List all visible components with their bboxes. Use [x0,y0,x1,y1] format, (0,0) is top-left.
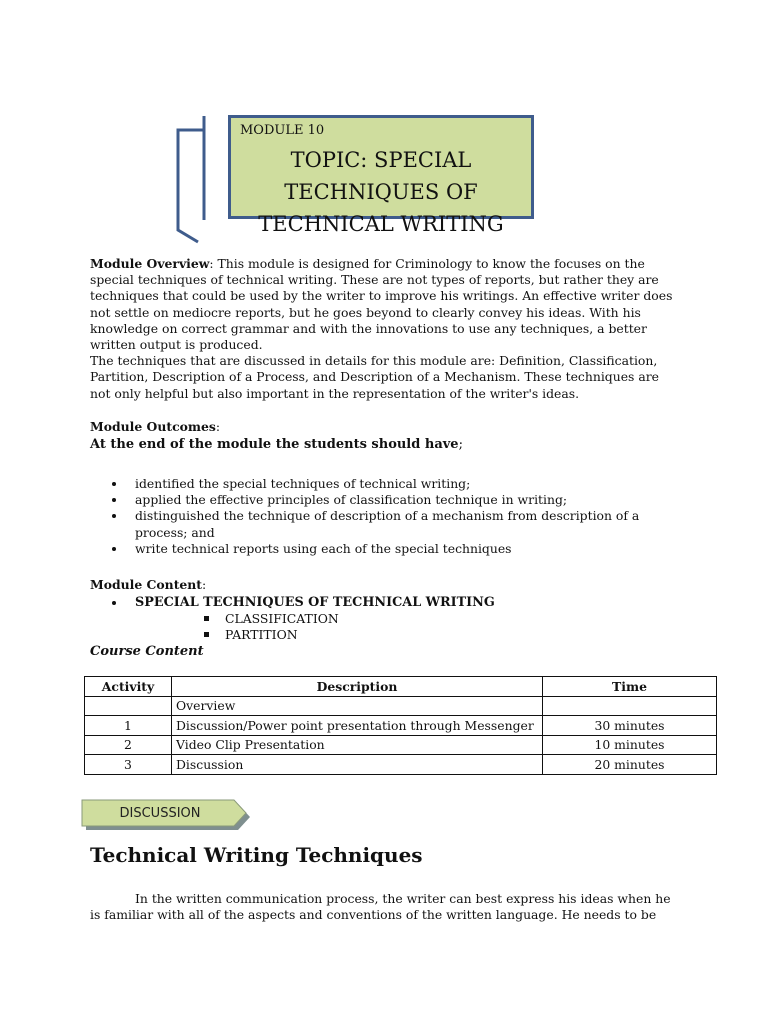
topic-line-2: TECHNIQUES OF [284,180,478,204]
content-label: Module Content [90,577,203,592]
module-title-box [228,115,534,236]
content-sub-item-classification: CLASSIFICATION [90,611,339,627]
table-row [85,696,717,716]
table-row [85,755,717,775]
outcomes-intro-text: At the end of the module the students should have [90,437,459,452]
overview-paragraph-1 [90,256,680,353]
list-item: write technical reports using each of the special techniques [90,541,680,557]
topic-line-1: TOPIC: SPECIAL [290,148,472,172]
list-item: applied the effective principles of classification technique in writing; [90,492,680,508]
module-overview [90,256,680,402]
section-title: Technical Writing Techniques [90,843,423,867]
course-content-heading: Course Content [90,644,204,659]
content-sub-item-partition: PARTITION [90,627,339,643]
outcomes-label: Module Outcomes [90,419,216,434]
overview-label: Module Overview [90,256,210,271]
outcomes-heading [90,419,220,435]
cell-time: 20 minutes [543,755,717,775]
overview-text-1: : This module is designed for Criminology to know the focuses on the special techniques of technical writing. These are not types of reports, but rather they are techniques that could be used by the writer to improve his writings. An effective writer does not settle on mediocre reports, but he goes beyond to clearly convey his ideas. With his knowledge on correct grammar and with the innovations to use any techniques, a better written output is produced. [90,256,673,353]
cell-activity: 2 [85,735,172,755]
table-header-row [85,677,717,697]
cell-description: Discussion/Power point presentation through Messenger [172,716,543,736]
content-sub-list [90,611,339,643]
overview-paragraph-2: The techniques that are discussed in details for this module are: Definition, Classification, Partition, Description of a Process, and Description of a Mechanism. These techniques are not only helpful but also important in the representation of the writer's ideas. [90,353,659,401]
list-item: identified the special techniques of technical writing; [90,476,680,492]
cell-time: 10 minutes [543,735,717,755]
cell-description: Video Clip Presentation [172,735,543,755]
course-content-table [84,676,717,775]
content-colon: : [202,577,207,592]
section-paragraph-text: In the written communication process, the writer can best express his ideas when he is familiar with all of the aspects and conventions of the written language. He needs to be [90,891,671,923]
topic-line-3: TECHNICAL WRITING [258,212,504,236]
list-item: distinguished the technique of description of a mechanism from description of a process; and [90,508,680,540]
header-time: Time [543,677,717,697]
header-description: Description [172,677,543,697]
discussion-label: DISCUSSION [119,806,201,821]
content-list [90,595,680,610]
cell-time: 30 minutes [543,716,717,736]
outcomes-intro [90,437,463,452]
module-topic [231,144,531,240]
content-heading [90,577,206,593]
table-row [85,716,717,736]
section-paragraph [90,891,680,924]
content-main-item: SPECIAL TECHNIQUES OF TECHNICAL WRITING [90,595,680,610]
cell-activity: 3 [85,755,172,775]
table-row [85,735,717,755]
module-number: MODULE 10 [240,123,325,138]
header-activity: Activity [85,677,172,697]
outcomes-intro-end: ; [458,437,463,452]
cell-time [543,696,717,716]
cell-activity [85,696,172,716]
outcomes-list [90,476,680,557]
outcomes-colon: : [215,419,221,434]
cell-description: Discussion [172,755,543,775]
cell-activity: 1 [85,716,172,736]
cell-description: Overview [172,696,543,716]
